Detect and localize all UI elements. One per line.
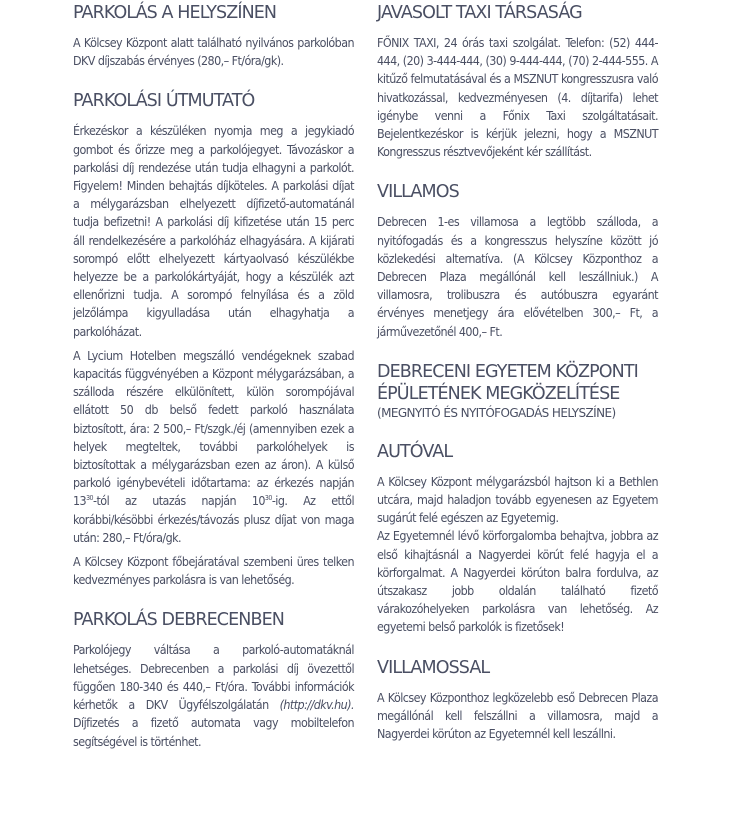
university-heading-line-1: DEBRECENI EGYETEM KÖZPONTI	[377, 361, 638, 382]
parking-guide-text-1: Érkezéskor a készüléken nyomja meg a jegykiadó gombot és őrizze meg a parkolójegyet. Távozáskor a parkolási díj rendezése után tudja elhagyni a parkolót. Figyelem! Minden behajtás díjköteles. A parkolási díjat a mélygarázsban elhelyezett díjfizető-automatánál tudja befizetni! A parkolási díj kifizetése után 15 perc áll rendelkezésére a parkolóház elhagyására. A kijárati sorompó előtt elhelyezett kártyaolvasó készülékbe helyezze be a parkolókártyáját, hogy a készülék azt ellenőrizni tudja. A sorompó felnyílása és a zöld jelzőlámpa kigyulladása után elhagyhatja a parkolóházat.	[73, 123, 354, 339]
tram-text: Debrecen 1-es villamosa a legtöbb szálloda, a nyitófogadás és a kongresszus helyszíne között jó közlekedési alternatíva. (A Kölcsey Központhoz a Debrecen Plaza megállónál kell leszállniuk.) A villamosra, trolibuszra és autóbuszra egyaránt érvényes menetjegy ára elővételben 300,– Ft, a járművezetőnél 400,– Ft.	[377, 214, 658, 339]
by-car-text-1: A Kölcsey Központ mélygarázsból hajtson ki a Bethlen utcára, majd haladjon tovább egyenesen az Egyetem sugárút felé egészen az Egyetemig.	[377, 473, 658, 526]
by-tram-text: A Kölcsey Központhoz legközelebb eső Debrecen Plaza megállónál kell felszállni a villamosra, majd a Nagyerdei körúton az Egyetemnél kell leszállni.	[377, 689, 658, 742]
left-column	[73, 0, 354, 751]
time-superscript-1: 30	[86, 494, 94, 503]
by-car-text-2: Az Egyetemnél lévő körforgalomba behajtva, jobbra az első kihajtásnál a Nagyerdei körút felé hagyja el a körforgalmat. A Nagyerdei körúton balra fordulva, az útszakasz jobb oldalán található fizető várakozóhelyeken parkolásra van lehetőség. Az egyetemi belső parkolók is fizetősek!	[377, 528, 658, 635]
parking-guide-text-3: A Kölcsey Központ főbejáratával szembeni üres telken kedvezményes parkolásra is van lehetőség.	[73, 554, 354, 588]
by-tram-heading: VILLAMOSSAL	[377, 657, 490, 678]
parking-guide-heading: PARKOLÁSI ÚTMUTATÓ	[73, 91, 255, 112]
parking-guide-text-2a: A Lycium Hotelben megszálló vendégeknek szabad kapacitás függvényében a Központ mélygarázsában, a szálloda részére elkülönített, külön sorompójával ellátott 50 db belső fedett parkoló használata biztosított, ára: 2 500,– Ft/szgk./éj (amennyiben ezek a helyek megteltek, további parkolóhelyek is biztosítottak a mélygarázsban ezen az áron). A külső parkoló igénybevételi időtartama: az érkezés napján 13	[73, 347, 354, 509]
parking-guide-text-2b: -tól az utazás napján 10	[93, 493, 265, 509]
parking-debrecen-text-a: Parkolójegy váltása a parkoló-automatáknál lehetséges. Debrecenben a parkolási díj övezettől függően 180-340 és 440,– Ft/óra. További információk kérhetők a DKV Ügyfélszolgálatán	[73, 642, 354, 713]
parking-site-heading: PARKOLÁS A HELYSZÍNEN	[73, 3, 277, 23]
time-superscript-2: 30	[264, 494, 272, 503]
dkv-link[interactable]: (http://dkv.hu).	[279, 697, 354, 713]
parking-site-text: A Kölcsey Központ alatt található nyilvános parkolóban DKV díjszabás érvényes (280,– Ft/óra/gk).	[73, 35, 354, 69]
by-car-heading: AUTÓVAL	[377, 441, 453, 462]
parking-debrecen-heading: PARKOLÁS DEBRECENBEN	[73, 610, 284, 631]
right-column	[377, 0, 658, 743]
parking-debrecen-text	[73, 641, 354, 750]
taxi-heading: JAVASOLT TAXI TÁRSASÁG	[377, 3, 582, 23]
taxi-text: FŐNIX TAXI, 24 órás taxi szolgálat. Telefon: (52) 444-444, (20) 3-444-444, (30) 9-444-444, (70) 2-444-555. A kitűző felmutatásával és a MSZNUT kongresszusra való hivatkozással, kedvezményesen (4. díjtarifa) lehet igénybe venni a Főnix Taxi szolgáltatásait. Bejelentkezéskor is kérjük jelezni, hogy a MSZNUT Kongresszus résztvevőjeként kér szállítást.	[377, 35, 658, 160]
parking-guide-text-2	[73, 347, 354, 547]
university-subtitle: (MEGNYITÓ ÉS NYITÓFOGADÁS HELYSZÍNE)	[377, 405, 616, 420]
university-heading-line-2: ÉPÜLETÉNEK MEGKÖZELÍTÉSE	[377, 383, 620, 404]
parking-guide-text-2c: -ig. Az ettől korábbi/késöbbi érkezés/távozás plusz díjat von maga után: 280,– Ft/óra/gk.	[73, 493, 354, 545]
parking-debrecen-text-b: Díjfizetés a fizető automata vagy mobiltelefon segítségével is történhet.	[73, 715, 354, 749]
tram-heading: VILLAMOS	[377, 182, 459, 203]
